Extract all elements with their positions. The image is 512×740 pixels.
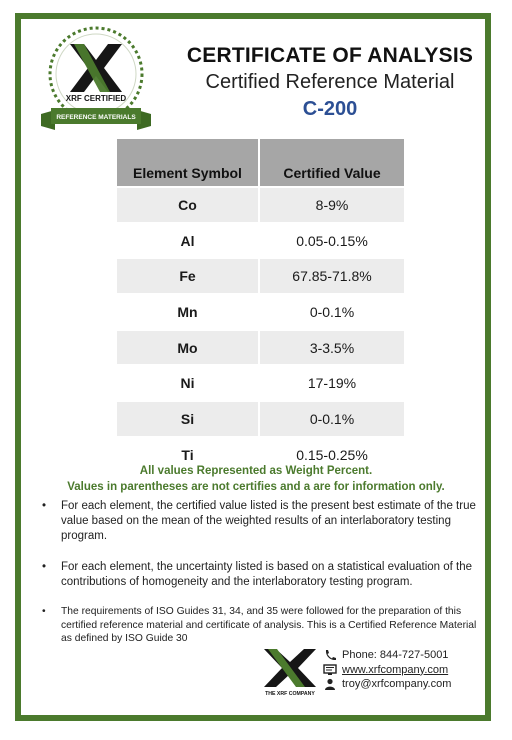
website-row — [323, 663, 451, 678]
element-symbol: Fe — [117, 258, 259, 294]
element-symbol: Ni — [117, 365, 259, 401]
certified-value: 0-0.1% — [259, 401, 404, 437]
table-row — [117, 187, 404, 223]
person-icon — [323, 678, 337, 690]
table-row — [117, 365, 404, 401]
certified-value: 0.15-0.25% — [259, 437, 404, 472]
note-line-2: Values in parentheses are not certifies and a are for information only. — [67, 481, 445, 493]
phone-row — [323, 648, 451, 663]
contact-info — [323, 648, 451, 692]
certificate-title: CERTIFICATE OF ANALYSIS — [186, 44, 474, 67]
certified-values-table — [117, 139, 404, 472]
list-item: • For each element, the certified value listed is the present best estimate of the true value based on the mean of the weighted results of an interlaboratory testing program. — [42, 500, 476, 542]
certified-value: 3-3.5% — [259, 330, 404, 366]
xrf-certified-logo — [37, 24, 155, 134]
certified-value: 0.05-0.15% — [259, 223, 404, 259]
table-header-row — [117, 139, 404, 187]
website-link[interactable]: www.xrfcompany.com — [342, 663, 449, 676]
certified-value: 67.85-71.8% — [259, 258, 404, 294]
svg-text:XRF CERTIFIED: XRF CERTIFIED — [65, 94, 127, 103]
column-header-value: Certified Value — [259, 139, 404, 187]
note-line-1: All values Represented as Weight Percent. — [139, 465, 373, 477]
table-row — [117, 294, 404, 330]
element-symbol: Mn — [117, 294, 259, 330]
svg-text:THE XRF COMPANY: THE XRF COMPANY — [265, 691, 315, 697]
list-item: • For each element, the uncertainty listed is based on a statistical evaluation of the contributions of homogeneity and the interlaboratory testing program. — [42, 561, 473, 588]
list-item: • The requirements of ISO Guides 31, 34, and 35 were followed for the preparation of this certified reference material and certificate of analysis. This is a Certified Reference Material as defined by ISO Guide 30 — [42, 606, 477, 644]
certificate-subtitle: Certified Reference Material — [205, 71, 455, 93]
table-row — [117, 330, 404, 366]
element-symbol: Al — [117, 223, 259, 259]
bullet-icon: • — [42, 606, 46, 617]
monitor-icon — [323, 664, 337, 676]
weight-percent-note — [30, 463, 482, 495]
bullet-icon: • — [42, 500, 47, 512]
element-symbol: Ti — [117, 437, 259, 472]
element-symbol: Co — [117, 187, 259, 223]
element-symbol: Mo — [117, 330, 259, 366]
column-header-element: Element Symbol — [117, 139, 259, 187]
phone-icon — [323, 649, 337, 661]
table-row — [117, 401, 404, 437]
certified-value: 8-9% — [259, 187, 404, 223]
header — [176, 44, 484, 121]
material-code: C-200 — [302, 98, 358, 120]
notes-list — [24, 499, 480, 646]
xrf-company-logo — [262, 648, 318, 698]
email-row — [323, 677, 451, 692]
element-symbol: Si — [117, 401, 259, 437]
bullet-icon: • — [42, 561, 47, 573]
table-row — [117, 223, 404, 259]
email-text[interactable]: troy@xrfcompany.com — [342, 678, 452, 691]
svg-text:REFERENCE MATERIALS: REFERENCE MATERIALS — [56, 114, 136, 121]
table-row — [117, 258, 404, 294]
certified-value: 0-0.1% — [259, 294, 404, 330]
phone-text: Phone: 844-727-5001 — [342, 649, 449, 662]
certified-value: 17-19% — [259, 365, 404, 401]
